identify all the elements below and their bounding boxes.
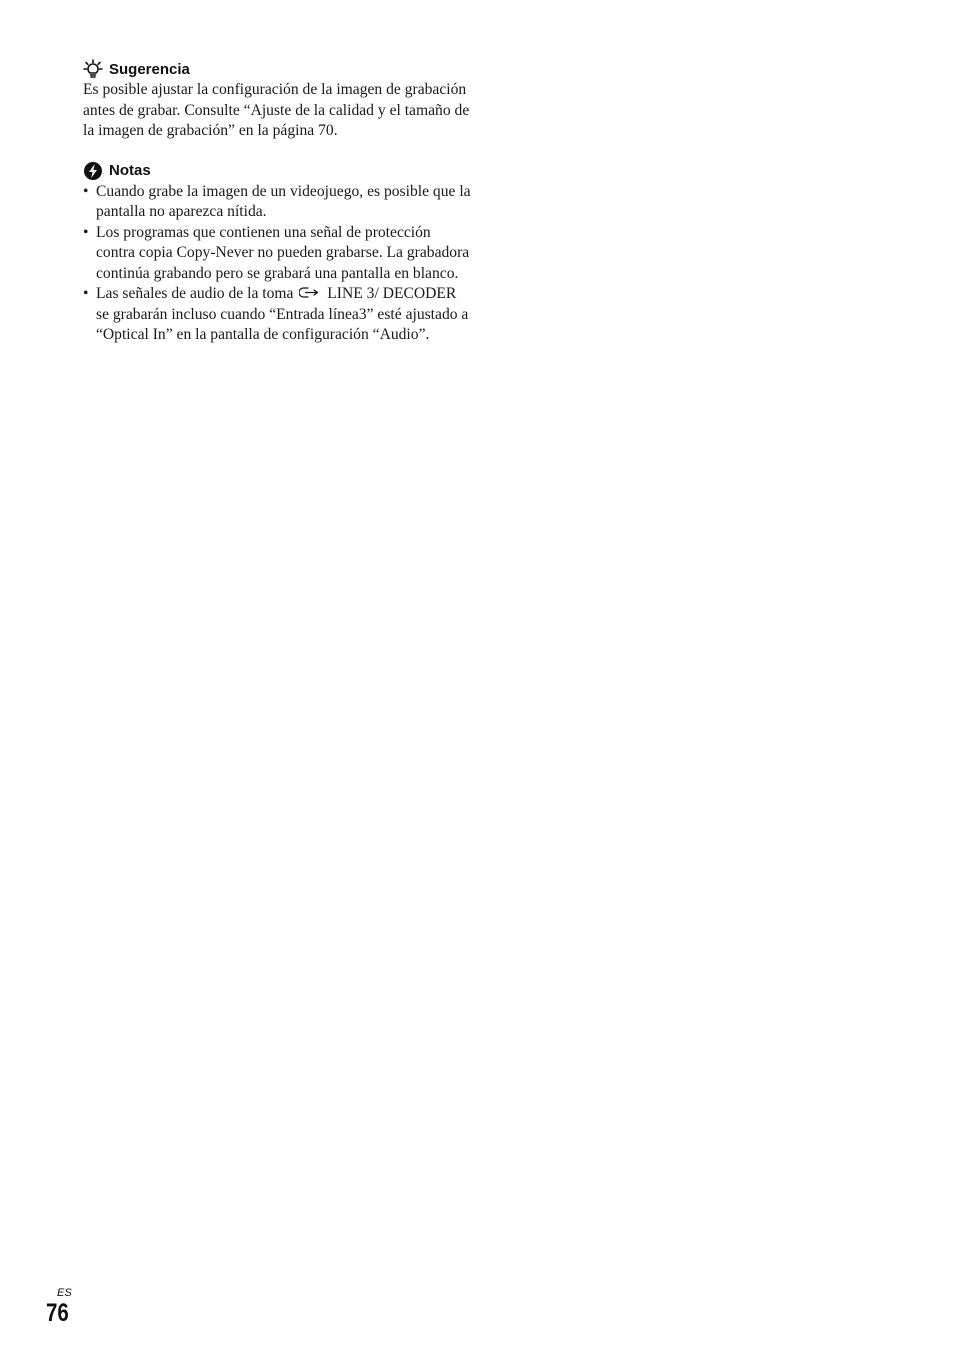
note-item-3-before: Las señales de audio de la toma <box>96 285 294 302</box>
tip-text: Es posible ajustar la configuración de la imagen de grabación antes de grabar. Consulte “Ajuste de la calidad y el tamaño de la imagen de grabación” en la página 70. <box>83 81 470 139</box>
page-language: ES <box>57 1287 72 1299</box>
note-item-3 <box>83 284 473 346</box>
notes-title: Notas <box>109 162 151 179</box>
content-column <box>83 58 473 346</box>
note-item-3-after: LINE 3/ DECODER se grabarán incluso cuando “Entrada línea3” esté ajustado a “Optical In” en la pantalla de configuración “Audio”. <box>96 285 469 343</box>
notes-heading <box>83 160 473 182</box>
page-footer <box>46 1287 74 1326</box>
page-number: 76 <box>46 1299 69 1327</box>
tip-title: Sugerencia <box>109 60 190 78</box>
note-item-2: • Los programas que contienen una señal de protección contra copia Copy-Never no pueden grabarse. La grabadora continúa grabando pero se grabará una pantalla en blanco. <box>83 223 473 285</box>
lightbulb-icon <box>83 59 103 79</box>
note-item-1: • Cuando grabe la imagen de un videojuego, es posible que la pantalla no aparezca nítida. <box>83 182 473 223</box>
tip-heading <box>83 58 473 80</box>
input-jack-icon <box>299 285 321 298</box>
caution-icon <box>83 161 103 181</box>
notes-list <box>83 182 473 346</box>
